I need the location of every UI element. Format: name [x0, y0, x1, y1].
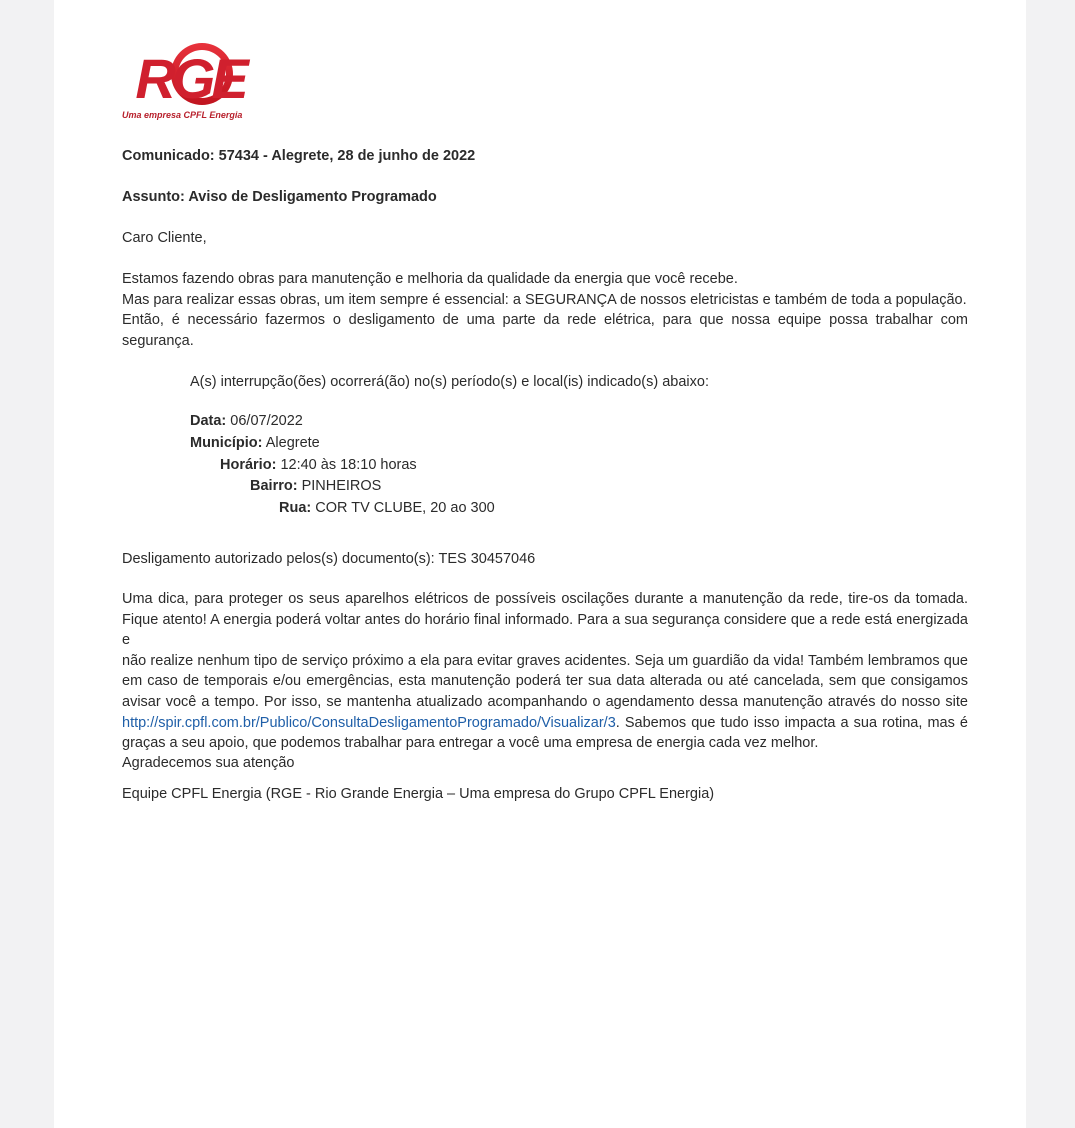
horario-label: Horário:: [220, 457, 277, 473]
horario-row: [220, 455, 417, 475]
data-label: Data:: [190, 413, 227, 429]
municipio-value: Alegrete: [265, 435, 320, 451]
tip-line: Fique atento! A energia poderá voltar antes do horário final informado. Para a sua segurança considere que a rede está energizada e: [122, 611, 968, 649]
rua-row: [279, 498, 495, 518]
interruption-heading: A(s) interrupção(ões) ocorrerá(ão) no(s) período(s) e local(is) indicado(s) abaixo:: [190, 374, 709, 390]
tip-line: Uma dica, para proteger os seus aparelhos elétricos de possíveis oscilações durante a manutenção da rede, tire-os da tomada.: [122, 591, 968, 607]
tip-line-with-link: [122, 713, 968, 734]
signature-line: Equipe CPFL Energia (RGE - Rio Grande Energia – Uma empresa do Grupo CPFL Energia): [122, 786, 715, 802]
municipio-row: [190, 433, 320, 453]
bairro-row: [250, 476, 381, 496]
tip-line: avisar você a tempo. Por isso, se mantenha atualizado acompanhando o agendamento dessa manutenção através do nosso site: [122, 693, 968, 710]
rua-label: Rua:: [279, 500, 312, 516]
intro-line: Mas para realizar essas obras, um item sempre é essencial: a SEGURANÇA de nossos eletricistas e também de toda a população.: [122, 291, 967, 308]
greeting: Caro Cliente,: [122, 230, 207, 246]
intro-line: Estamos fazendo obras para manutenção e melhoria da qualidade da energia que você recebe.: [122, 271, 738, 287]
municipio-label: Município:: [190, 435, 263, 451]
logo-tagline: Uma empresa CPFL Energia: [122, 110, 243, 120]
consulta-link[interactable]: http://spir.cpfl.com.br/Publico/ConsultaDesligamentoProgramado/Visualizar/3: [122, 714, 616, 731]
intro-line: Então, é necessário fazermos o desligamento de uma parte da rede elétrica, para que nossa equipe possa trabalhar com: [122, 312, 968, 329]
thanks-line: Agradecemos sua atenção: [122, 755, 295, 771]
data-row: [190, 411, 303, 431]
rua-value: COR TV CLUBE, 20 ao 300: [315, 500, 495, 516]
logo-text: RGE: [135, 47, 245, 110]
assunto-line: Assunto: Aviso de Desligamento Programado: [122, 189, 437, 205]
bairro-value: PINHEIROS: [301, 478, 382, 494]
authorization-line: Desligamento autorizado pelos(s) documento(s): TES 30457046: [122, 551, 536, 567]
intro-line: segurança.: [122, 332, 194, 349]
tip-line: não realize nenhum tipo de serviço próximo a ela para evitar graves acidentes. Seja um guardião da vida! Também lembramos que: [122, 652, 968, 669]
comunicado-line: Comunicado: 57434 - Alegrete, 28 de junho de 2022: [122, 148, 476, 164]
document-page: [54, 0, 1026, 1128]
tip-paragraph: [122, 589, 968, 754]
data-value: 06/07/2022: [230, 413, 303, 429]
intro-paragraph: [122, 269, 968, 351]
bairro-label: Bairro:: [250, 478, 298, 494]
tip-line-rest: . Sabemos que tudo isso impacta a sua rotina, mas é: [615, 714, 968, 731]
tip-line: graças a seu apoio, que podemos trabalhar para entregar a você uma empresa de energia cada vez melhor.: [122, 735, 819, 752]
horario-value: 12:40 às 18:10 horas: [280, 457, 417, 473]
tip-line: em caso de temporais e/ou emergências, esta manutenção poderá ter sua data alterada ou até cancelada, sem que consigamos: [122, 673, 968, 690]
